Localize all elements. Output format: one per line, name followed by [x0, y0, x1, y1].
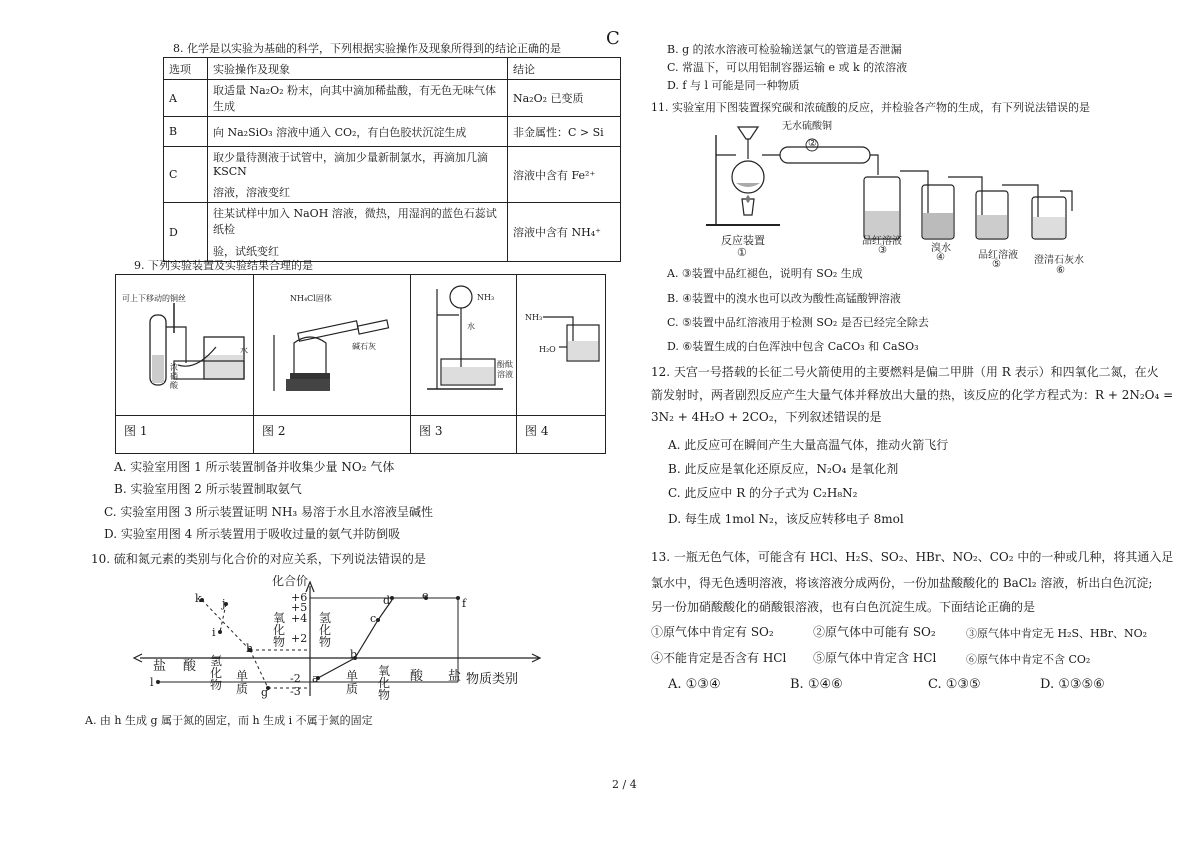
q13-choice-c: C. ①③⑤ — [928, 677, 981, 692]
point-label: i — [212, 626, 216, 639]
q9-option-d: D. 实验室用图 4 所示装置用于吸收过量的氨气并防倒吸 — [104, 527, 401, 541]
point-label: h — [246, 642, 254, 655]
corner-mark: C — [606, 28, 620, 49]
operation-cell — [208, 203, 508, 262]
q12-option-c: C. 此反应中 R 的分子式为 C₂H₈N₂ — [668, 486, 858, 500]
q13-statement: ②原气体中可能有 SO₂ — [813, 625, 936, 639]
operation-cell — [208, 147, 508, 203]
fig4-apparatus-drawing — [517, 275, 606, 415]
q13-statement: ④不能肯定是否含有 HCl — [651, 651, 787, 665]
q11-option-d: D. ⑥装置生成的白色浑浊中包含 CaCO₃ 和 CaSO₃ — [667, 340, 919, 353]
q11-label-num: ④ — [936, 252, 945, 263]
q11-label: 反应装置 — [721, 234, 765, 247]
fig2-apparatus-drawing — [254, 275, 411, 415]
q12-line2: 箭发射时，两者剧烈反应产生大量气体并释放出大量的热，该反应的化学方程式为：R + 2N₂O₄ = — [651, 388, 1174, 402]
point-label: a — [312, 672, 319, 685]
q11-label: 澄清石灰水 — [1034, 255, 1084, 266]
point-label: e — [422, 589, 429, 602]
q10-option-b: B. g 的浓水溶液可检验输送氯气的管道是否泄漏 — [667, 43, 902, 56]
q9-figures — [115, 274, 606, 454]
left-category: 氢化物 — [210, 654, 223, 692]
left-category: 酸 — [183, 659, 197, 674]
q12-line3: 3N₂ + 4H₂O + 2CO₂，下列叙述错误的是 — [651, 410, 882, 424]
figure-3 — [411, 275, 517, 453]
point-label: k — [195, 592, 202, 605]
fig3-caption: 图 3 — [411, 415, 516, 445]
operation-line: 验，试纸变红 — [213, 245, 279, 258]
q10-x-title: 物质类别 — [466, 672, 519, 687]
right-category: 单质 — [346, 669, 359, 696]
conclusion-cell: 溶液中含有 Fe²⁺ — [508, 147, 621, 203]
right-category: 盐 — [448, 669, 462, 684]
fig3-apparatus-drawing — [411, 275, 517, 415]
operation-line: 溶液，溶液变红 — [213, 186, 290, 199]
operation-cell: 向 Na₂SiO₃ 溶液中通入 CO₂，有白色胶状沉淀生成 — [208, 117, 508, 147]
q13-choice-a: A. ①③④ — [668, 677, 721, 692]
q11-label: 品红溶液 — [978, 250, 1018, 261]
q8-table — [163, 57, 621, 262]
table-header: 选项 — [164, 58, 208, 80]
q11-apparatus-drawing — [700, 115, 1150, 255]
y-tick: +2 — [291, 632, 308, 645]
q13-choice-d: D. ①③⑤⑥ — [1040, 677, 1105, 692]
fig3-label-water: 水 — [467, 322, 475, 331]
q12-line1: 12. 天宫一号搭载的长征二号火箭使用的主要燃料是偏二甲肼（用 R 表示）和四氧化二氮，在火 — [651, 365, 1159, 379]
q11-label-num: ③ — [878, 245, 887, 256]
q13-statement: ⑤原气体中肯定含 HCl — [813, 651, 937, 665]
fig4-caption: 图 4 — [517, 415, 606, 445]
q10-y-title: 化合价 — [272, 574, 309, 588]
table-header: 结论 — [508, 58, 621, 80]
option-cell: D — [164, 203, 208, 262]
q9-option-b: B. 实验室用图 2 所示装置制取氨气 — [114, 482, 302, 496]
y-tick: -3 — [290, 685, 301, 698]
table-row — [164, 147, 621, 203]
point-label: g — [261, 686, 269, 699]
operation-line: 取少量待测液于试管中，滴加少量新制氯水，再滴加几滴 KSCN — [213, 151, 488, 178]
upper-label: 氢化物 — [319, 611, 332, 649]
point-label: d — [383, 594, 391, 607]
point-label: b — [350, 648, 358, 661]
fig2-label-lime: 碱石灰 — [352, 342, 376, 351]
fig1-caption: 图 1 — [116, 415, 253, 445]
upper-label: 氧化物 — [273, 611, 286, 649]
q11-option-c: C. ⑤装置中品红溶液用于检测 SO₂ 是否已经完全除去 — [667, 316, 929, 329]
point-label: f — [462, 597, 467, 610]
table-row — [164, 203, 621, 262]
fig1-label-top: 可上下移动的铜丝 — [122, 294, 186, 303]
q8-stem: 8. 化学是以实验为基础的科学，下列根据实验操作及现象所得到的结论正确的是 — [173, 42, 561, 55]
fig2-caption: 图 2 — [254, 415, 410, 445]
conclusion-cell: 非金属性：C > Si — [508, 117, 621, 147]
q11-label: 品红溶液 — [862, 236, 902, 247]
fig1-label-acid: 浓硝酸 — [170, 363, 178, 390]
q11-option-b: B. ④装置中的溴水也可以改为酸性高锰酸钾溶液 — [667, 292, 901, 305]
q12-option-d: D. 每生成 1mol N₂，该反应转移电子 8mol — [668, 512, 904, 526]
q11-label-num: ⑥ — [1056, 265, 1065, 276]
fig1-apparatus-drawing — [116, 275, 254, 415]
point-label: c — [370, 612, 377, 625]
right-category: 酸 — [410, 669, 424, 684]
left-category: 单质 — [236, 669, 249, 696]
table-header-row — [164, 58, 621, 80]
q12-option-a: A. 此反应可在瞬间产生大量高温气体，推动火箭飞行 — [668, 438, 949, 452]
point-label: j — [222, 597, 226, 610]
q13-line2: 氯水中，得无色透明溶液，将该溶液分成两份，一份加盐酸酸化的 BaCl₂ 溶液，析出白色沉淀; — [651, 576, 1153, 590]
fig1-label-water: 水 — [240, 346, 248, 355]
q13-statement: ③原气体中肯定无 H₂S、HBr、NO₂ — [966, 627, 1148, 640]
q13-line3: 另一份加硝酸酸化的硝酸银溶液，也有白色沉淀生成。下面结论正确的是 — [651, 600, 1036, 614]
page-number: 2 / 4 — [612, 778, 637, 791]
q12-option-b: B. 此反应是氧化还原反应，N₂O₄ 是氧化剂 — [668, 462, 899, 476]
q11-stem: 11. 实验室用下图装置探究碳和浓硫酸的反应，并检验各产物的生成，有下列说法错误的是 — [651, 101, 1090, 114]
figure-2 — [254, 275, 411, 453]
y-tick: +4 — [291, 612, 308, 625]
q11-option-a: A. ③装置中品红褪色，说明有 SO₂ 生成 — [667, 267, 863, 280]
q11-label: 溴水 — [931, 243, 951, 254]
table-row — [164, 80, 621, 117]
q13-statement: ⑥原气体中肯定不含 CO₂ — [966, 653, 1091, 666]
q13-line1: 13. 一瓶无色气体，可能含有 HCl、H₂S、SO₂、HBr、NO₂、CO₂ 中的一种或几种，将其通入足 — [651, 550, 1174, 564]
figure-1 — [116, 275, 254, 453]
q11-label-num: ⑤ — [992, 259, 1001, 270]
figure-4 — [517, 275, 606, 453]
right-category: 氧化物 — [378, 664, 391, 702]
fig2-label-top: NH₄Cl固体 — [290, 294, 332, 303]
q9-option-a: A. 实验室用图 1 所示装置制备并收集少量 NO₂ 气体 — [114, 460, 395, 474]
table-row — [164, 117, 621, 147]
option-cell: C — [164, 147, 208, 203]
y-tick: -2 — [290, 672, 301, 685]
q11-label-num: ① — [737, 246, 747, 259]
q9-stem: 9. 下列实验装置及实验结果合理的是 — [134, 259, 313, 272]
q10-option-a: A. 由 h 生成 g 属于氮的固定，而 h 生成 i 不属于氮的固定 — [85, 714, 373, 727]
point-label: l — [150, 676, 154, 689]
fig4-label-nh3: NH₃ — [525, 313, 543, 322]
table-header: 实验操作及现象 — [208, 58, 508, 80]
option-cell: B — [164, 117, 208, 147]
q10-option-d: D. f 与 l 可能是同一种物质 — [667, 79, 800, 92]
conclusion-cell: 溶液中含有 NH₄⁺ — [508, 203, 621, 262]
option-cell: A — [164, 80, 208, 117]
left-category: 盐 — [153, 659, 167, 674]
operation-cell: 取适量 Na₂O₂ 粉末，向其中滴加稀盐酸，有无色无味气体生成 — [208, 80, 508, 117]
operation-line: 往某试样中加入 NaOH 溶液，微热，用湿润的蓝色石蕊试纸检 — [213, 207, 497, 236]
fig3-label-phen: 酚酞 — [497, 360, 513, 369]
fig4-label-h2o: H₂O — [539, 345, 556, 354]
y-tick: +6 — [291, 591, 308, 604]
q13-choice-b: B. ①④⑥ — [790, 677, 843, 692]
q11-cuso4-label: 无水硫酸铜 — [782, 121, 832, 132]
q13-statement: ①原气体中肯定有 SO₂ — [651, 625, 774, 639]
fig3-label-nh3: NH₃ — [477, 293, 495, 302]
y-tick: +5 — [291, 601, 308, 614]
q10-stem: 10. 硫和氮元素的类别与化合价的对应关系，下列说法错误的是 — [91, 552, 426, 566]
q9-option-c: C. 实验室用图 3 所示装置证明 NH₃ 易溶于水且水溶液呈碱性 — [104, 505, 434, 519]
fig3-label-phen2: 溶液 — [497, 370, 513, 379]
q10-option-c: C. 常温下，可以用铝制容器运输 e 或 k 的浓溶液 — [667, 61, 908, 74]
q11-cuso4-num: ② — [808, 138, 817, 149]
conclusion-cell: Na₂O₂ 已变质 — [508, 80, 621, 117]
